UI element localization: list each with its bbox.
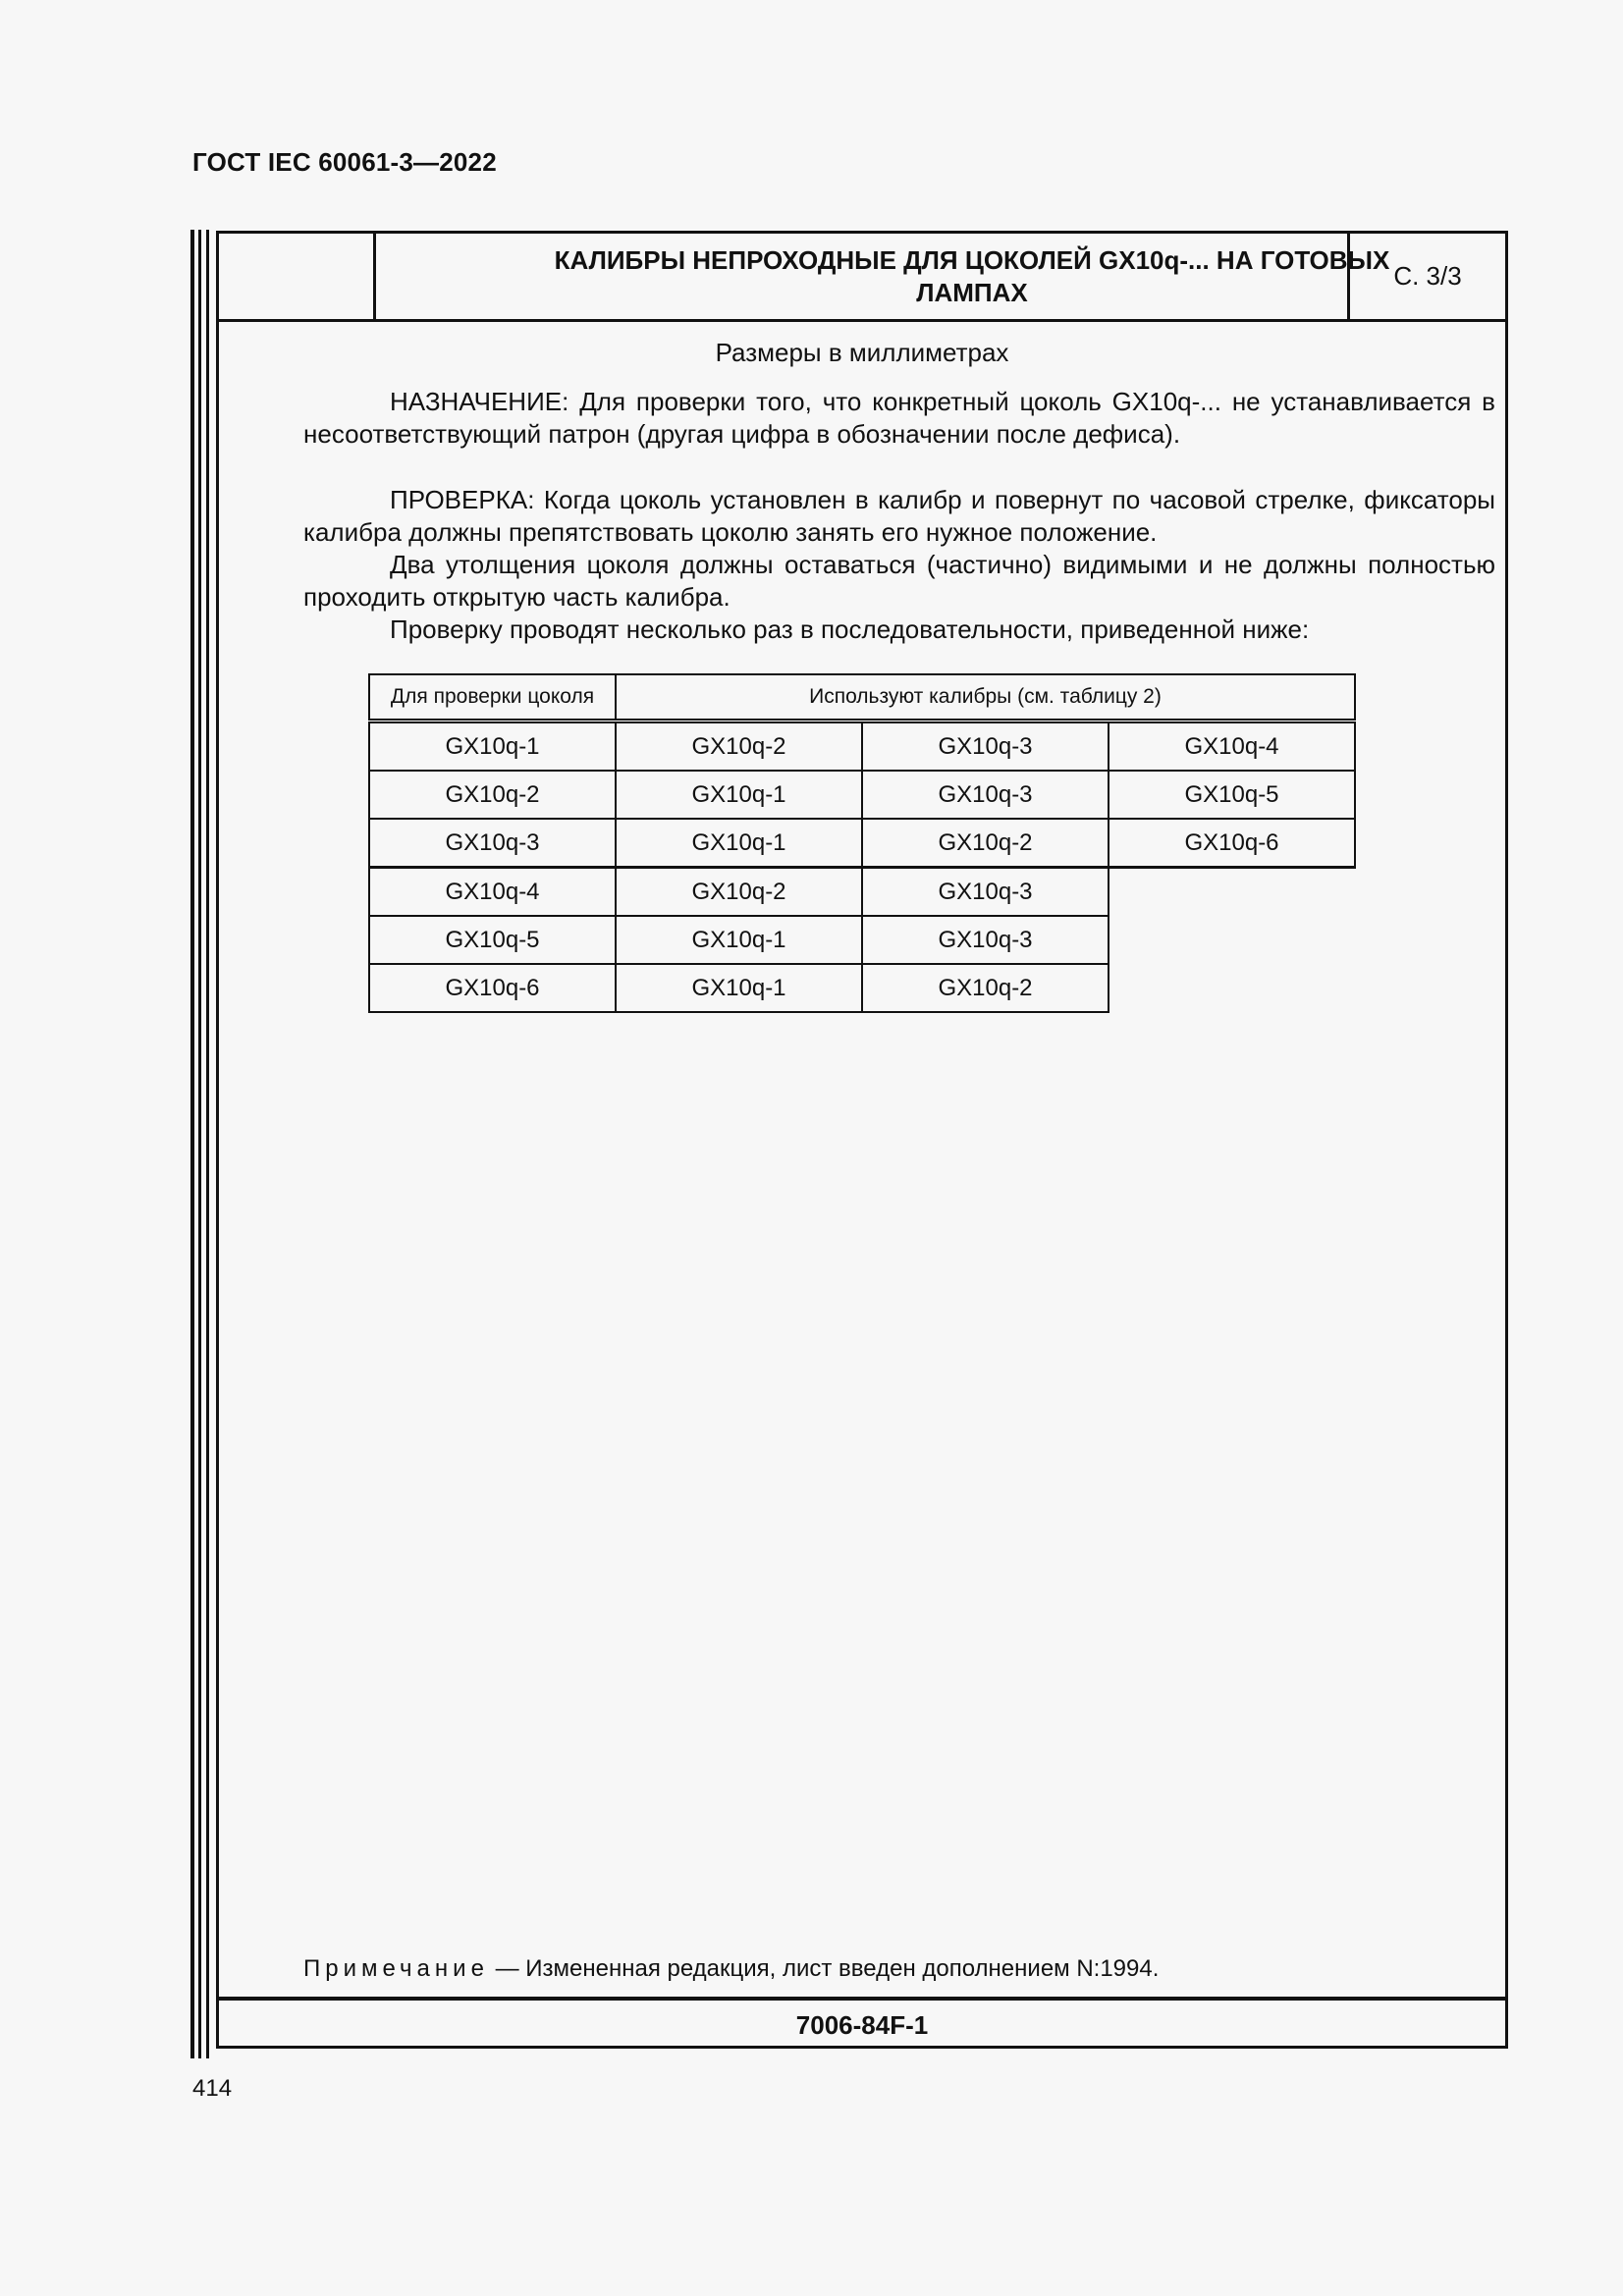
table-cell: GX10q-2 xyxy=(616,721,862,772)
table-cell: GX10q-3 xyxy=(862,771,1109,819)
note-text: — Измененная редакция, лист введен дополнением N:1994. xyxy=(488,1955,1160,1982)
sheet-frame xyxy=(216,231,1508,2049)
document-code: ГОСТ IEC 60061-3—2022 xyxy=(192,147,497,177)
table-empty-cell xyxy=(1109,868,1355,917)
table-cell: GX10q-1 xyxy=(616,916,862,964)
table-row xyxy=(369,964,1355,1012)
check-paragraph-2 xyxy=(303,549,1495,614)
table-row xyxy=(369,721,1355,772)
check-text-1: ПРОВЕРКА: Когда цоколь установлен в калибр и повернут по часовой стрелке, фиксаторы калибра должны препятствовать цоколю занять его нужное положение. xyxy=(303,485,1495,547)
sheet-number: С. 3/3 xyxy=(1347,234,1505,319)
table-cell: GX10q-1 xyxy=(616,771,862,819)
check-text-2: Два утолщения цоколя должны оставаться (частично) видимыми и не должны полностью проходить открытую часть калибра. xyxy=(303,550,1495,612)
table-empty-cell xyxy=(1109,964,1355,1012)
units-note: Размеры в миллиметрах xyxy=(715,338,1009,367)
table-header-row xyxy=(369,674,1355,721)
table-cell: GX10q-4 xyxy=(369,868,616,917)
purpose-paragraph xyxy=(303,386,1495,451)
table-row xyxy=(369,819,1355,868)
table-cell: GX10q-2 xyxy=(369,771,616,819)
table-cell: GX10q-2 xyxy=(616,868,862,917)
table-cell: GX10q-5 xyxy=(369,916,616,964)
table-row xyxy=(369,868,1355,917)
table-cell: GX10q-3 xyxy=(862,721,1109,772)
table-empty-cell xyxy=(1109,916,1355,964)
check-text-3: Проверку проводят несколько раз в последовательности, приведенной ниже: xyxy=(390,614,1310,644)
table-cell: GX10q-3 xyxy=(862,868,1109,917)
table-cell: GX10q-1 xyxy=(616,819,862,868)
margin-line-3 xyxy=(206,230,209,2058)
sheet-code: 7006-84F-1 xyxy=(219,1997,1505,2050)
check-sequence-table xyxy=(368,673,1356,1013)
table-cell: GX10q-2 xyxy=(862,964,1109,1012)
table-cell: GX10q-1 xyxy=(616,964,862,1012)
purpose-text: НАЗНАЧЕНИЕ: Для проверки того, что конкретный цоколь GX10q-... не устанавливается в несоответствующий патрон (другая цифра в обозначении после дефиса). xyxy=(303,387,1495,449)
table-row xyxy=(369,916,1355,964)
sheet-title: КАЛИБРЫ НЕПРОХОДНЫЕ ДЛЯ ЦОКОЛЕЙ GX10q-... НА ГОТОВЫХ ЛАМПАХ xyxy=(554,244,1390,307)
table-cell: GX10q-2 xyxy=(862,819,1109,868)
sheet-note xyxy=(303,1955,1159,1983)
table-cell: GX10q-3 xyxy=(862,916,1109,964)
table-cell: GX10q-3 xyxy=(369,819,616,868)
table-row xyxy=(369,771,1355,819)
header-empty-cell xyxy=(219,234,376,319)
margin-line-1 xyxy=(190,230,194,2058)
page-number: 414 xyxy=(192,2075,233,2102)
note-label: Примечание xyxy=(303,1955,489,1982)
table-cell: GX10q-5 xyxy=(1109,771,1355,819)
table-cell: GX10q-4 xyxy=(1109,721,1355,772)
table-cell: GX10q-1 xyxy=(369,721,616,772)
table-cell: GX10q-6 xyxy=(1109,819,1355,868)
table-header-cell: Используют калибры (см. таблицу 2) xyxy=(616,674,1355,721)
table-header-cell: Для проверки цоколя xyxy=(369,674,616,721)
sheet-header xyxy=(219,234,1505,322)
table-cell: GX10q-6 xyxy=(369,964,616,1012)
check-paragraph-1 xyxy=(303,484,1495,549)
check-paragraph-3 xyxy=(303,614,1495,646)
margin-line-2 xyxy=(198,230,201,2058)
